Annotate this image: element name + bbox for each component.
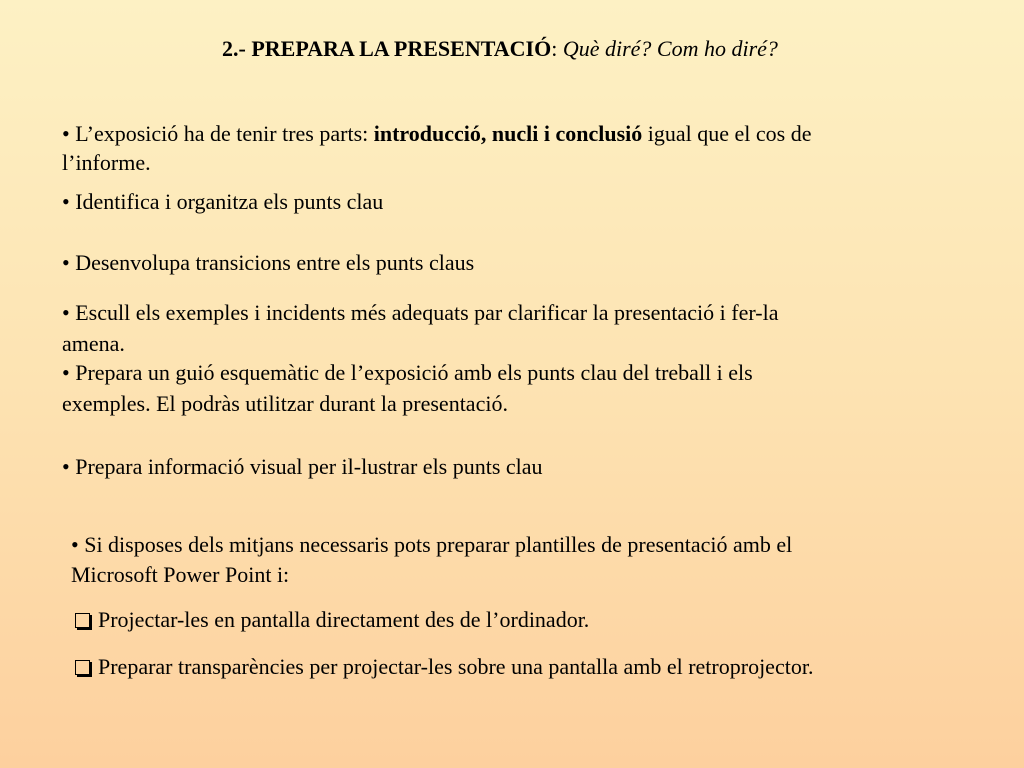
subitem-text: Preparar transparències per projectar-les sobre una pantalla amb el retroprojector. [98, 654, 814, 679]
bullet-informacio-visual: • Prepara informació visual per il-lustrar els punts clau [62, 454, 543, 479]
subitem-text: Projectar-les en pantalla directament des de l’ordinador. [98, 607, 590, 632]
bullet-transicions: • Desenvolupa transicions entre els punts claus [62, 250, 475, 275]
bullet-mitjans-line2: Microsoft Power Point i: [71, 562, 290, 587]
bullet-exemples-line2: amena. [62, 331, 125, 356]
subitem-transparencies [75, 652, 813, 681]
bullet-exposicio-parts-line2: l’informe. [62, 150, 151, 175]
bullet-mitjans: • Si disposes dels mitjans necessaris pots preparar plantilles de presentació amb el [71, 532, 793, 557]
title-separator: : [551, 36, 563, 61]
title-bold: 2.- PREPARA LA PRESENTACIÓ [222, 36, 552, 61]
bullet-guio: • Prepara un guió esquemàtic de l’exposició amb els punts clau del treball i els [62, 360, 753, 385]
bullet-text: igual que el cos de [642, 121, 812, 146]
title-italic: Què diré? Com ho diré? [562, 36, 778, 61]
bullet-identifica: • Identifica i organitza els punts clau [62, 189, 384, 214]
slide-title [222, 34, 778, 63]
checkbox-icon [75, 660, 90, 675]
checkbox-icon [75, 613, 90, 628]
bullet-exemples: • Escull els exemples i incidents més adequats par clarificar la presentació i fer-la [62, 300, 779, 325]
bullet-guio-line2: exemples. El podràs utilitzar durant la presentació. [62, 391, 508, 416]
bullet-exposicio-parts [62, 119, 812, 148]
subitem-projectar [75, 605, 589, 634]
bullet-bold-text: introducció, nucli i conclusió [373, 121, 643, 146]
bullet-text: • L’exposició ha de tenir tres parts: [62, 121, 374, 146]
